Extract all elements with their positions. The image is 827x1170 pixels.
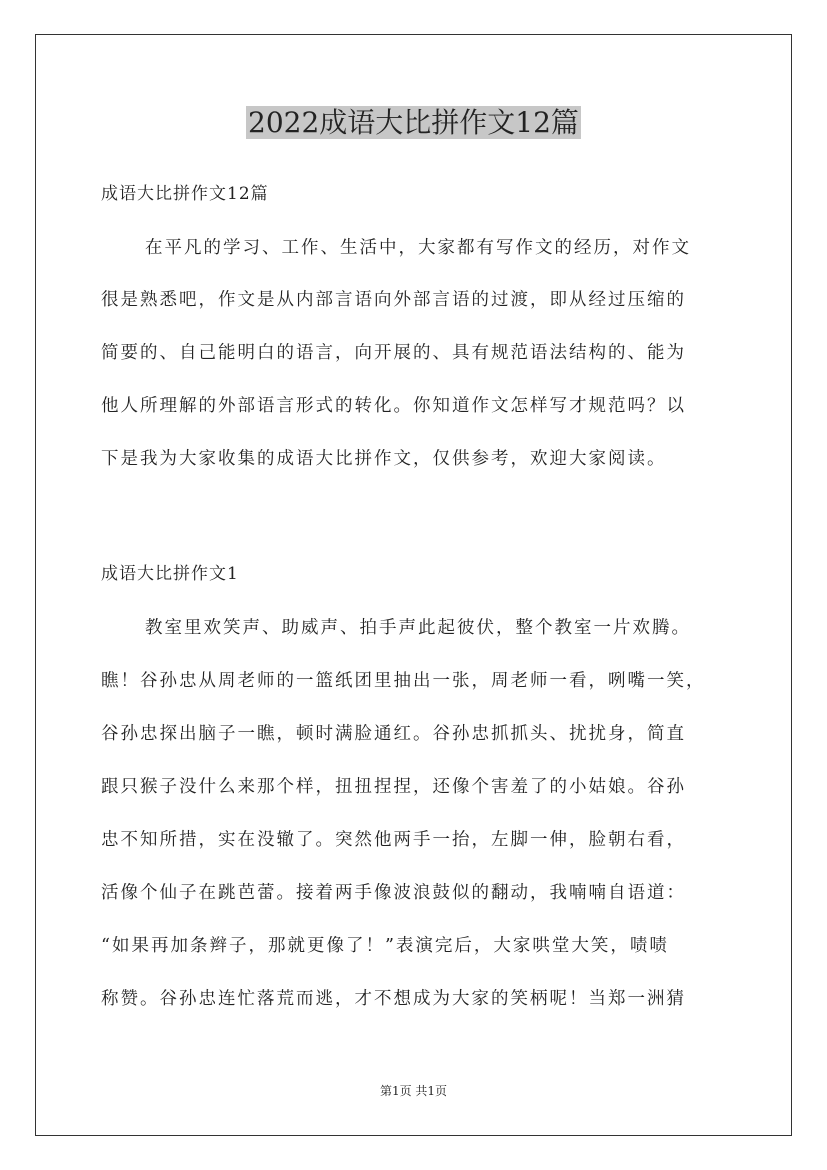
intro-line: 简要的、自己能明白的语言，向开展的、具有规范语法结构的、能为	[101, 343, 686, 363]
intro-line: 下是我为大家收集的成语大比拼作文，仅供参考，欢迎大家阅读。	[101, 449, 667, 469]
section-heading: 成语大比拼作文1	[101, 564, 239, 584]
intro-line: 很是熟悉吧，作文是从内部言语向外部言语的过渡，即从经过压缩的	[101, 290, 686, 310]
essay-line: 活像个仙子在跳芭蕾。接着两手像波浪鼓似的翻动，我喃喃自语道：	[101, 883, 686, 903]
essay-line: 忠不知所措，实在没辙了。突然他两手一抬，左脚一伸，脸朝右看，	[101, 830, 686, 850]
essay-line: 教室里欢笑声、助威声、拍手声此起彼伏，整个教室一片欢腾。	[145, 618, 691, 638]
essay-line: 跟只猴子没什么来那个样，扭扭捏捏，还像个害羞了的小姑娘。谷孙	[101, 777, 686, 797]
intro-line: 在平凡的学习、工作、生活中，大家都有写作文的经历，对作文	[145, 238, 691, 258]
essay-line: “如果再加条辫子，那就更像了！”表演完后，大家哄堂大笑，啧啧	[101, 936, 669, 956]
essay-line: 称赞。谷孙忠连忙落荒而逃，才不想成为大家的笑柄呢！当郑一洲猜	[101, 989, 686, 1009]
essay-line: 瞧！谷孙忠从周老师的一篮纸团里抽出一张，周老师一看，咧嘴一笑，	[101, 671, 706, 691]
intro-line: 他人所理解的外部语言形式的转化。你知道作文怎样写才规范吗？以	[101, 396, 686, 416]
document-title	[0, 100, 827, 146]
page-footer: 第1页 共1页	[379, 1084, 448, 1098]
document-title-text: 2022成语大比拼作文12篇	[248, 106, 579, 139]
essay-line: 谷孙忠探出脑子一瞧，顿时满脸通红。谷孙忠抓抓头、扰扰身，简直	[101, 724, 686, 744]
subtitle-heading: 成语大比拼作文12篇	[101, 184, 269, 204]
